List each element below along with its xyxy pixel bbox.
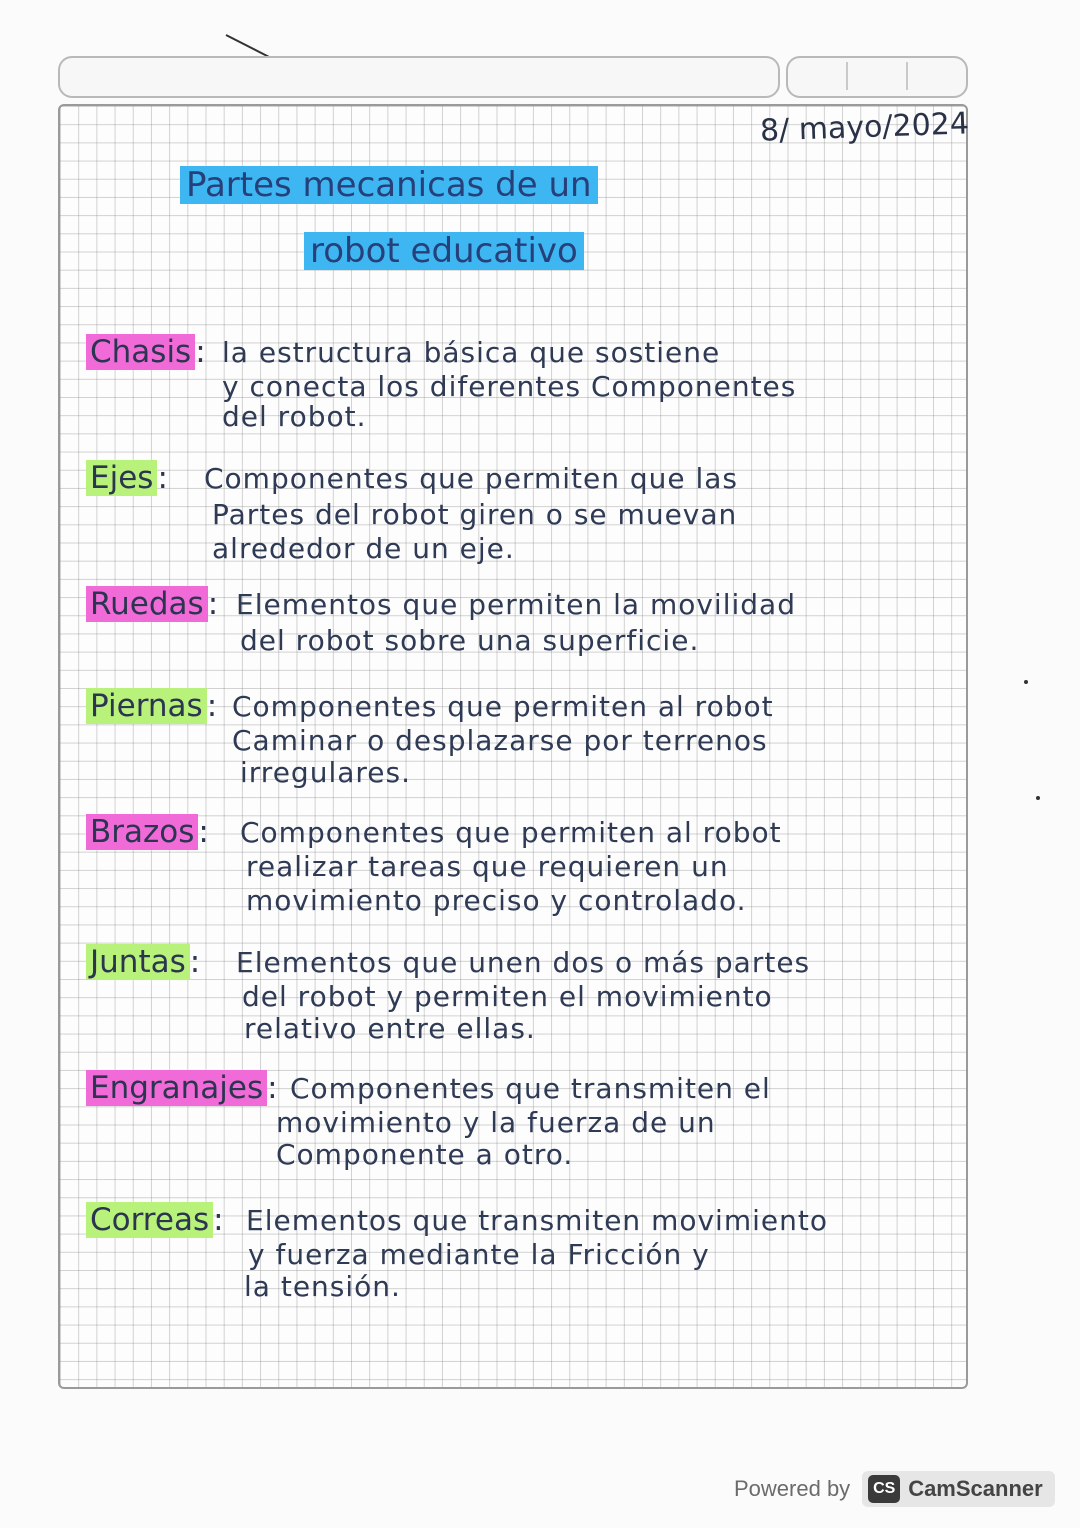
header-divider bbox=[906, 62, 908, 90]
colon: : bbox=[213, 1202, 224, 1238]
header-box-left bbox=[58, 56, 780, 98]
header-divider bbox=[846, 62, 848, 90]
term-highlight: Chasis bbox=[86, 334, 195, 370]
colon: : bbox=[267, 1070, 278, 1106]
colon: : bbox=[189, 944, 201, 980]
colon: : bbox=[207, 586, 219, 622]
term-highlight: Piernas bbox=[86, 688, 207, 724]
definition-line: Componentes que permiten que las bbox=[204, 462, 739, 495]
definition-line: Caminar o desplazarse por terrenos bbox=[232, 724, 768, 757]
definition-line: del robot y permiten el movimiento bbox=[242, 980, 773, 1013]
term-highlight: Juntas bbox=[86, 944, 190, 980]
definition-line: Componentes que permiten al robot bbox=[240, 816, 782, 849]
definition-line: y conecta los diferentes Componentes bbox=[222, 370, 797, 403]
camscanner-footer bbox=[734, 1468, 1055, 1510]
definition-line: alrededor de un eje. bbox=[212, 532, 515, 565]
camscanner-brand: CamScanner bbox=[908, 1476, 1043, 1501]
term-highlight: Engranajes bbox=[86, 1070, 267, 1106]
definition-line: Elementos que unen dos o más partes bbox=[236, 946, 811, 979]
definition-line: la tensión. bbox=[244, 1270, 401, 1303]
term-highlight: Ejes bbox=[86, 460, 157, 496]
colon: : bbox=[206, 688, 218, 724]
colon: : bbox=[195, 334, 206, 370]
date: 8/ mayo/2024 bbox=[759, 106, 970, 149]
definition-line: la estructura básica que sostiene bbox=[222, 336, 721, 369]
term-highlight: Correas bbox=[86, 1202, 213, 1238]
definition-line: movimiento y la fuerza de un bbox=[276, 1106, 716, 1139]
term-highlight: Ruedas bbox=[86, 586, 208, 622]
colon: : bbox=[198, 814, 209, 850]
scan-speck bbox=[1024, 680, 1028, 684]
definition-line: realizar tareas que requieren un bbox=[246, 850, 729, 883]
definition-line: Componentes que transmiten el bbox=[290, 1072, 771, 1105]
title-line-2: robot educativo bbox=[304, 232, 584, 270]
definition-line: Partes del robot giren o se muevan bbox=[212, 498, 738, 531]
title-line-1: Partes mecanicas de un bbox=[180, 166, 598, 204]
term-highlight: Brazos bbox=[86, 814, 198, 850]
camscanner-badge bbox=[862, 1471, 1055, 1507]
definition-line: movimiento preciso y controlado. bbox=[246, 884, 747, 917]
header-box-right bbox=[786, 56, 968, 98]
definition-line: Componentes que permiten al robot bbox=[232, 690, 774, 723]
camscanner-logo-icon: CS bbox=[868, 1475, 900, 1503]
definition-line: relativo entre ellas. bbox=[244, 1012, 536, 1045]
definition-line: Componente a otro. bbox=[276, 1138, 574, 1171]
definition-line: del robot. bbox=[222, 400, 367, 433]
definition-line: irregulares. bbox=[240, 756, 411, 789]
definition-line: Elementos que permiten la movilidad bbox=[236, 588, 796, 621]
scan-speck bbox=[1036, 796, 1040, 800]
colon: : bbox=[157, 460, 168, 496]
definition-line: Elementos que transmiten movimiento bbox=[246, 1204, 828, 1237]
definition-line: del robot sobre una superficie. bbox=[240, 624, 700, 657]
powered-by-label: Powered by bbox=[734, 1476, 851, 1501]
definition-line: y fuerza mediante la Fricción y bbox=[248, 1238, 710, 1271]
